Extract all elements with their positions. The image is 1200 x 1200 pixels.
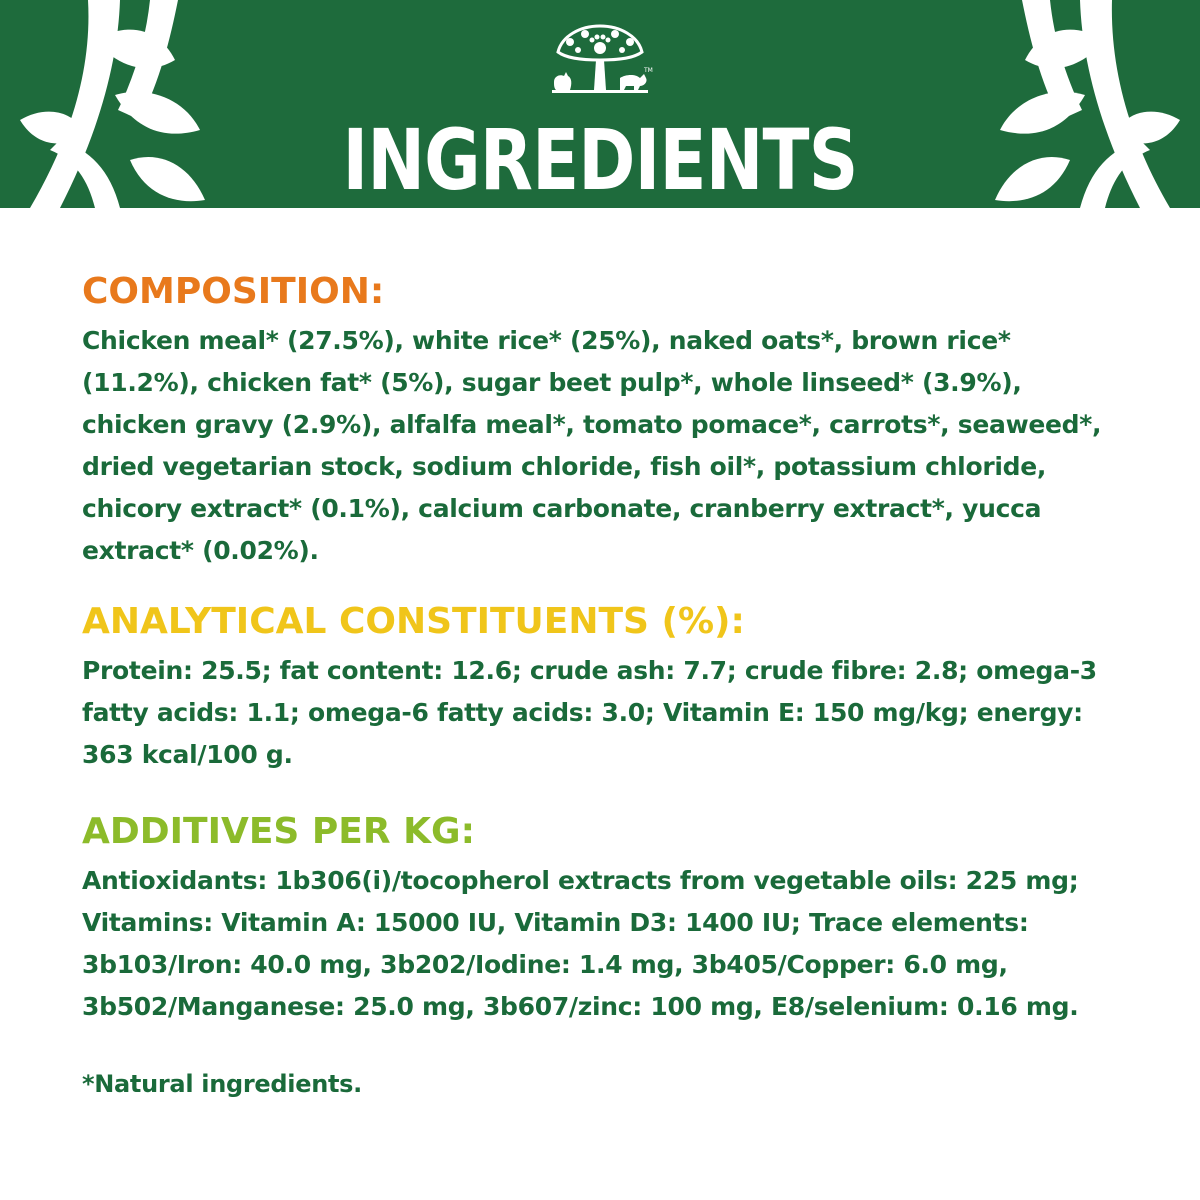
header-banner [0,0,1200,208]
svg-text:TM: TM [644,67,653,74]
composition-text: Chicken meal* (27.5%), white rice* (25%), naked oats*, brown rice* (11.2%), chicken fat* (5%), sugar beet pulp*, whole linseed* (3.9%), chicken gravy (2.9%), alfalfa meal*, tomato pomace*, carrots*, seaweed*, dried vegetarian stock, sodium chloride, fish oil*, potassium chloride, chicory extract* (0.1%), calcium carbonate, cranberry extract*, yucca extract* (0.02%). [82,326,1102,565]
additives-text: Antioxidants: 1b306(i)/tocopherol extracts from vegetable oils: 225 mg; Vitamins: Vitamin A: 15000 IU, Vitamin D3: 1400 IU; Trace elements: 3b103/Iron: 40.0 mg, 3b202/Iodine: 1.4 mg, 3b405/Copper: 6.0 mg, 3b502/Manganese: 25.0 mg, 3b607/zinc: 100 mg, E8/selenium: 0.16 mg. [82,866,1079,1021]
tree-pets-logo-icon [540,20,660,110]
additives-heading: ADDITIVES PER KG: [82,811,475,852]
analytical-constituents-heading: ANALYTICAL CONSTITUENTS (%): [82,601,745,642]
ingredients-content [82,264,1132,1104]
analytical-constituents-section [82,594,1132,776]
page-title: INGREDIENTS [342,111,858,208]
footnote: *Natural ingredients. [82,1070,362,1098]
composition-section [82,264,1132,572]
analytical-constituents-text: Protein: 25.5; fat content: 12.6; crude ash: 7.7; crude fibre: 2.8; omega-3 fatty acids: 1.1; omega-6 fatty acids: 3.0; Vitamin E: 150 mg/kg; energy: 363 kcal/100 g. [82,656,1097,769]
composition-heading: COMPOSITION: [82,271,385,312]
additives-section [82,804,1132,1028]
